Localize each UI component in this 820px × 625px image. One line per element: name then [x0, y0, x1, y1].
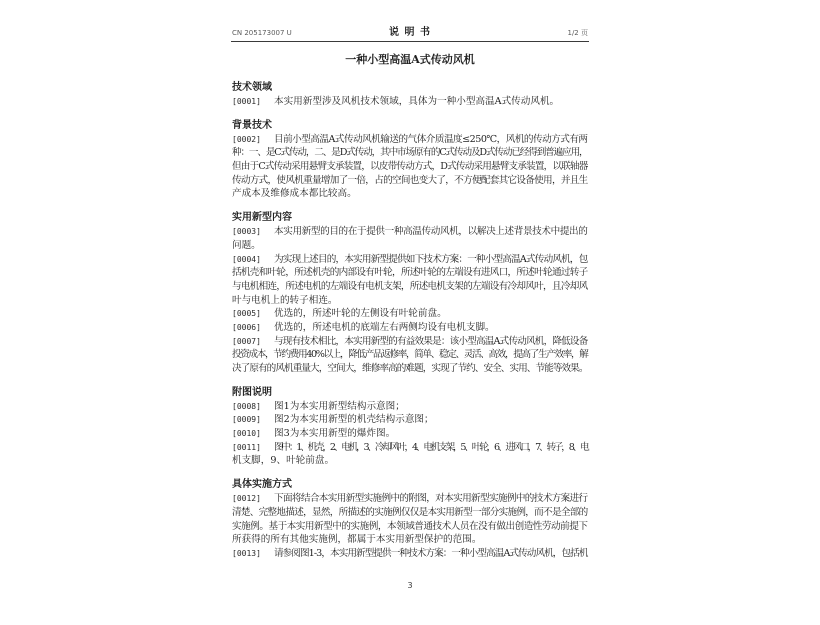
- paragraph-line: 投资成本，节约费用40%以上，降低产品返修率，简单、稳定、灵活、高效，提高了生产效率，解: [232, 349, 588, 361]
- paragraph-line: 图中：1、机壳，2、电机，3、冷却风叶，4、电机支架，5、叶轮，6、进风口，7、转子，8、电: [274, 441, 588, 453]
- paragraph-number: [0009]: [232, 415, 261, 425]
- paragraph-line: 优选的，所述电机的底端左右两侧均设有电机支脚。: [274, 321, 495, 333]
- paragraph-line: 机支脚，9、叶轮前盘。: [232, 455, 335, 467]
- paragraph-number: [0013]: [232, 548, 261, 558]
- paragraph-number: [0005]: [232, 309, 261, 319]
- section-heading: 实用新型内容: [232, 212, 292, 224]
- section-technical-field: [232, 81, 588, 109]
- document-type-label: 说 明 书: [389, 27, 431, 38]
- paragraph-line: 叶与电机上的转子相连。: [232, 294, 338, 306]
- paragraph-line: 图3为本实用新型的爆炸图。: [274, 428, 396, 440]
- paragraph-0008: [232, 400, 588, 414]
- paragraph-number: [0004]: [232, 254, 261, 264]
- paragraph-line: 产成本及维修成本都比较高。: [232, 188, 357, 200]
- section-utility-model-content: [232, 211, 588, 376]
- paragraph-line: 为实现上述目的，本实用新型提供如下技术方案：一种小型高温A式传动风机，包: [274, 253, 588, 265]
- paragraph-0002: [232, 133, 588, 201]
- section-drawings-description: [232, 386, 588, 468]
- paragraph-line: 请参阅图1-3，本实用新型提供一种技术方案：一种小型高温A式传动风机，包括机: [274, 547, 588, 559]
- paragraph-0001: [232, 95, 588, 109]
- paragraph-line: 括机壳和叶轮，所述机壳的内部设有叶轮，所述叶轮的左端设有进风口，所述叶轮通过转子: [232, 267, 588, 279]
- paragraph-0005: [232, 307, 588, 321]
- paragraph-number: [0001]: [232, 97, 261, 106]
- paragraph-line: 与电机相连，所述电机的左端设有电机支架，所述电机支架的左端设有冷却风叶，且冷却风: [232, 280, 588, 292]
- paragraph-number: [0003]: [232, 227, 261, 237]
- section-heading: 具体实施方式: [232, 479, 292, 491]
- section-heading: 附图说明: [232, 386, 272, 398]
- section-heading: 技术领域: [232, 82, 272, 93]
- paragraph-0011: [232, 441, 588, 468]
- paragraph-line: 决了原有的风机重量大，空间大，维修率高的难题，实现了节约、安全、实用、节能等效果。: [232, 363, 588, 374]
- paragraph-line: 清楚、完整地描述，显然，所描述的实施例仅仅是本实用新型一部分实施例，而不是全部的: [232, 506, 588, 518]
- publication-number: CN 205173007 U: [232, 29, 292, 37]
- section-embodiments: [232, 478, 588, 560]
- paragraph-0004: [232, 253, 588, 308]
- document-title: 一种小型高温A式传动风机: [345, 53, 475, 66]
- section-heading: 背景技术: [232, 119, 272, 131]
- page-number: 3: [407, 581, 413, 590]
- paragraph-line: 传动方式，使风机重量增加了一倍，占的空间也变大了，不方便配套其它设备使用，并且生: [232, 174, 588, 186]
- paragraph-line: 问题。: [232, 239, 261, 251]
- page-header: [231, 25, 589, 42]
- paragraph-line: 但由于C式传动采用悬臂支承装置，以皮带传动方式，D式传动采用悬臂支承装置，以联轴器: [232, 161, 588, 173]
- paragraph-number: [0006]: [232, 322, 261, 332]
- paragraph-number: [0010]: [232, 429, 261, 439]
- paragraph-line: 所获得的所有其他实施例，都属于本实用新型保护的范围。: [232, 534, 482, 546]
- section-background: [232, 119, 588, 201]
- paragraph-0012: [232, 492, 588, 547]
- paragraph-0003: [232, 225, 588, 252]
- paragraph-0013: [232, 547, 588, 561]
- paragraph-0009: [232, 413, 588, 427]
- paragraph-line: 本实用新型的目的在于提供一种高温传动风机，以解决上述背景技术中提出的: [274, 226, 588, 238]
- page-count-indicator: 1/2 页: [567, 29, 588, 37]
- paragraph-line: 下面将结合本实用新型实施例中的附图，对本实用新型实施例中的技术方案进行: [274, 493, 588, 505]
- paragraph-line: 图2为本实用新型的机壳结构示意图；: [274, 414, 434, 426]
- paragraph-line: 图1为本实用新型结构示意图；: [274, 400, 405, 412]
- paragraph-line: 优选的，所述叶轮的左侧设有叶轮前盘。: [274, 308, 447, 320]
- paragraph-number: [0002]: [232, 134, 261, 144]
- paragraph-line: 实施例。基于本实用新型中的实施例，本领域普通技术人员在没有做出创造性劳动前提下: [232, 520, 588, 532]
- paragraph-number: [0008]: [232, 401, 261, 411]
- paragraph-line: 目前小型高温A式传动风机输送的气体介质温度≤250℃，风机的传动方式有两: [274, 133, 588, 145]
- paragraph-0010: [232, 427, 588, 441]
- paragraph-number: [0012]: [232, 494, 261, 504]
- paragraph-line: 本实用新型涉及风机技术领域，具体为一种小型高温A式传动风机。: [274, 96, 560, 107]
- paragraph-line: 种：一、是C式传动，二、是D式传动，其中市场原有的C式传动及D式传动已经得到普遍应用，: [232, 147, 588, 159]
- paragraph-number: [0007]: [232, 336, 261, 346]
- paragraph-0007: [232, 335, 588, 376]
- paragraph-number: [0011]: [232, 442, 261, 452]
- specification-body: [232, 81, 588, 561]
- paragraph-line: 与现有技术相比，本实用新型的有益效果是：该小型高温A式传动风机，降低设备: [274, 335, 588, 347]
- paragraph-0006: [232, 321, 588, 335]
